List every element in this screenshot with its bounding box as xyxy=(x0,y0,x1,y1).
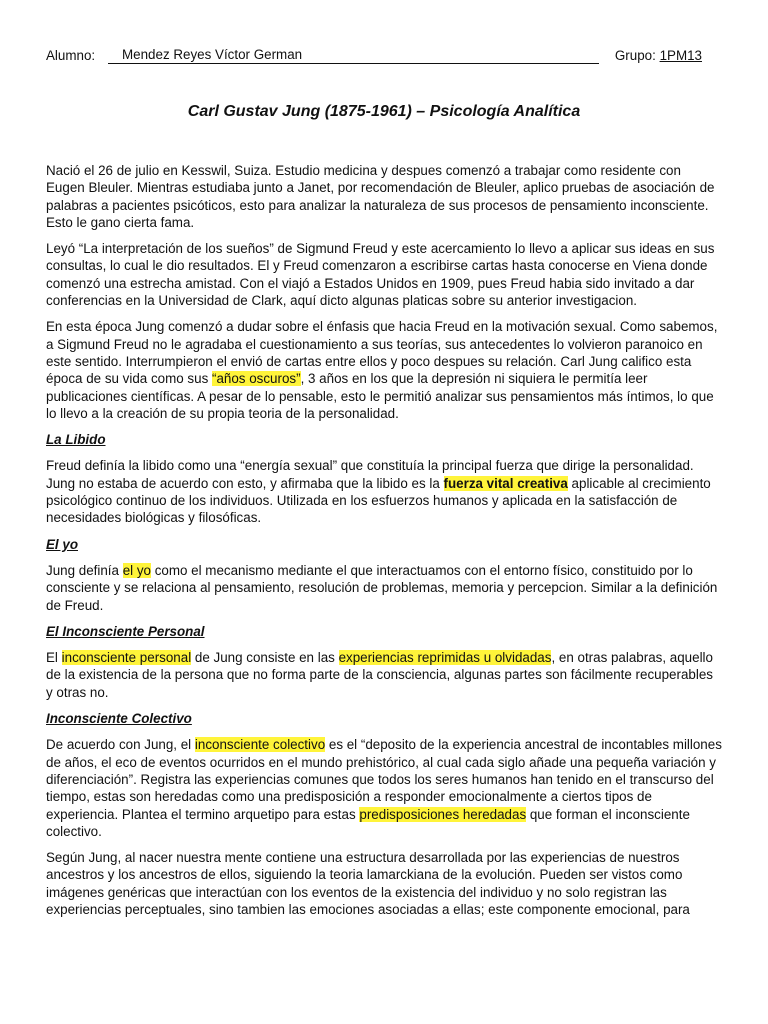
document-body xyxy=(46,162,722,927)
highlighted-text: “años oscuros” xyxy=(212,371,301,387)
section-heading-collective-unconscious: Inconsciente Colectivo xyxy=(46,711,192,727)
highlighted-text: inconsciente personal xyxy=(61,650,192,666)
text-run: Freud definía la libido como una “energía sexual” que constituía la principal fuerza que dirige la personalidad. Jung no estaba de acuerdo con esto, y afirmaba que la libido es la xyxy=(46,458,694,491)
group-value: 1PM13 xyxy=(659,48,702,63)
document-title: Carl Gustav Jung (1875-1961) – Psicología Analítica xyxy=(187,103,581,120)
paragraph-yo xyxy=(46,562,722,614)
text-run: , 3 años en los que la depresión ni siquiera le permitía leer publicaciones científicas. A pesar de lo pensable, esto le permitió analizar sus pensamientos más íntimos, lo que lo llevo a la creación de su propia teoria de la personalidad. xyxy=(46,371,714,421)
paragraph-libido xyxy=(46,457,722,526)
paragraph-dark-years xyxy=(46,318,722,422)
paragraph-ancestral-structure: Según Jung, al nacer nuestra mente contiene una estructura desarrollada por las experiencias de nuestros ancestros y los ancestros de ellos, siguiendo la teoria lamarckiana de la evolución. Pueden ser vistos como imágenes genéricas que interactúan con los eventos de la existencia del individuo y no solo registran las experiencias perceptuales, sino tambien las emociones asociadas a ellas; este componente emocional, para xyxy=(46,850,690,917)
paragraph-personal-unconscious xyxy=(46,649,722,701)
text-run: que forman el inconsciente colectivo. xyxy=(46,806,690,839)
section-heading-libido: La Libido xyxy=(46,432,106,448)
paragraph-birth: Nació el 26 de julio en Kesswil, Suiza. Estudio medicina y despues comenzó a trabajar como residente con Eugen Bleuler. Mientras estudiaba junto a Janet, por recomendación de Bleuler, aplico pruebas de asociación de palabras a pacientes psicóticos, esto para analizar la naturaleza de sus procesos de pensamiento inconsciente. Esto le gano cierta fama. xyxy=(46,163,715,230)
highlighted-text: predisposiciones heredadas xyxy=(359,806,527,822)
text-run: De acuerdo con Jung, el xyxy=(46,737,195,753)
highlighted-text: inconsciente colectivo xyxy=(194,737,326,753)
text-run: Jung definía xyxy=(46,562,123,578)
text-run: de Jung consiste en las xyxy=(191,650,339,666)
text-run: aplicable al crecimiento psicológico continuo de los individuos. Utilizada en los esfuerzos humanos y aplicada en la satisfacción de necesidades biológicas y filosóficas. xyxy=(46,475,711,526)
group-field xyxy=(615,48,702,63)
highlighted-text: fuerza vital creativa xyxy=(443,475,568,491)
section-heading-personal-unconscious: El Inconsciente Personal xyxy=(46,623,205,639)
text-run: es el “deposito de la experiencia ancestral de incontables millones de años, el eco de eventos ocurridos en el mundo prehistórico, al cual cada siglo añade una pequeña variación y diferenciación”. Registra las experiencias comunes que todos los seres humanos han tenido en el transcurso del tiempo, estas son heredadas como una predisposición a responder emocionalmente a ciertos tipos de experiencia. Plantea el termino arquetipo para estas xyxy=(46,737,722,822)
student-name: Mendez Reyes Víctor German xyxy=(108,48,599,64)
highlighted-text: experiencias reprimidas u olvidadas xyxy=(338,650,552,666)
student-header xyxy=(46,48,702,66)
student-label: Alumno: xyxy=(46,48,96,63)
section-heading-yo: El yo xyxy=(46,536,78,552)
text-run: como el mecanismo mediante el que interactuamos con el entorno físico, constituido por lo consciente y se relaciona al pensamiento, resolución de problemas, memoria y percepcion. Similar a la definición de Freud. xyxy=(46,562,718,613)
text-run: , en otras palabras, aquello de la existencia de la persona que no forma parte de la consciencia, algunas partes son fácilmente recuperables y otras no. xyxy=(46,650,713,700)
paragraph-freud: Leyó “La interpretación de los sueños” de Sigmund Freud y este acercamiento lo llevo a aplicar sus ideas en sus consultas, lo cual le dio resultados. El y Freud comenzaron a escribirse cartas hasta conocerse en Viena donde comenzó una estrecha amistad. Con el viajó a Estados Unidos en 1909, pues Freud habia sido invitado a dar conferencias en la Universidad de Clark, aquí dicto algunas platicas sobre su anterior investigacion. xyxy=(46,241,715,309)
paragraph-collective-unconscious xyxy=(46,736,722,840)
group-label: Grupo: xyxy=(614,48,656,63)
highlighted-text: el yo xyxy=(122,562,151,578)
text-run: El xyxy=(46,650,62,666)
text-run: En esta época Jung comenzó a dudar sobre el énfasis que hacia Freud en la motivación sexual. Como sabemos, a Sigmund Freud no le agradaba el cuestionamiento a sus teorías, sus antecedentes lo volvieron paranoico en este sentido. Interrumpieron el envió de cartas entre ellos y poco despues su relación. Carl Jung califico esta época de su vida como sus xyxy=(46,319,718,387)
